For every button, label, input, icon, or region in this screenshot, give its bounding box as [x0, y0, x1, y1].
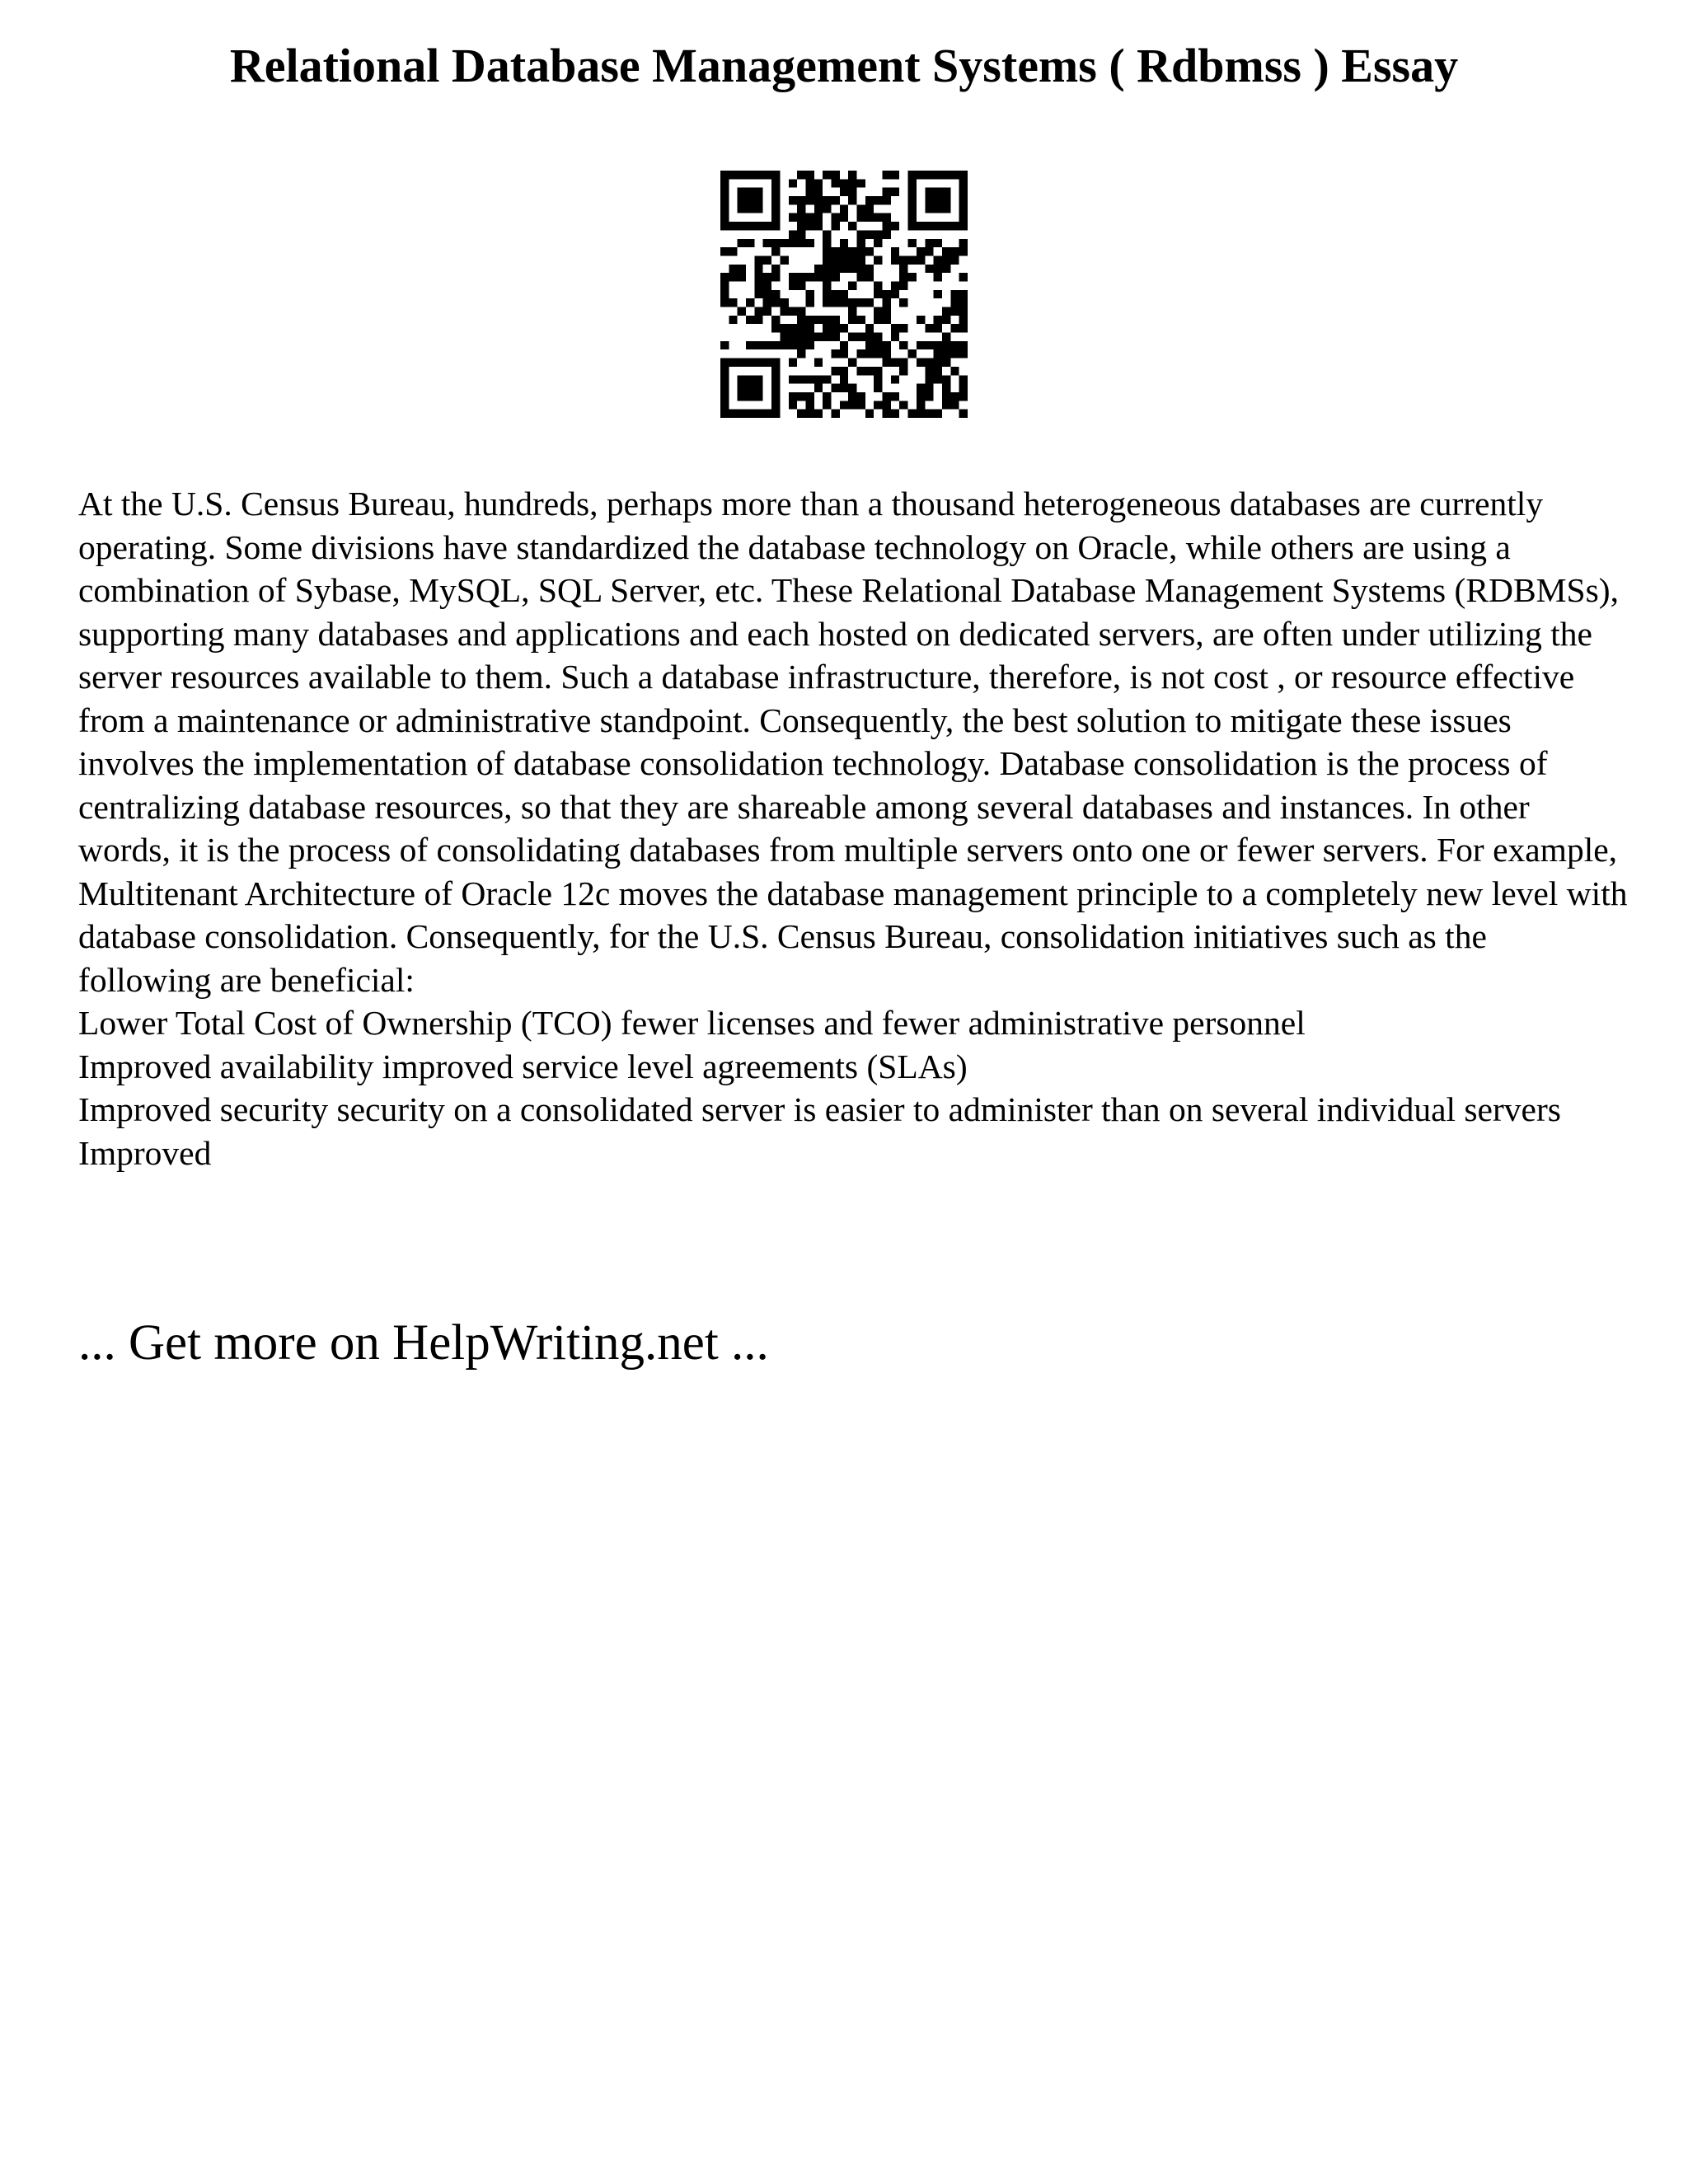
page-title: Relational Database Management Systems ( Rdbmss ) Essay: [229, 39, 1459, 92]
list-item: Improved: [78, 1133, 212, 1172]
list-item: Improved availability improved service level agreements (SLAs): [78, 1047, 968, 1085]
essay-paragraph: At the U.S. Census Bureau, hundreds, perhaps more than a thousand heterogeneous databases are currently operating. Some divisions have standardized the database technology on Oracle, while others are using a combination of Sybase, MySQL, SQL Server, etc. These Relational Database Management Systems (RDBMSs), supporting many databases and applications and each hosted on dedicated servers, are often under utilizing the server resources available to them. Such a database infrastructure, therefore, is not cost , or resource effective from a maintenance or administrative standpoint. Consequently, the best solution to mitigate these issues involves the implementation of database consolidation technology. Database consolidation is the process of centralizing database resources, so that they are shareable among several databases and instances. In other words, it is the process of consolidating databases from multiple servers onto one or fewer servers. For example, Multitenant Architecture of Oracle 12c moves the database management principle to a completely new level with database consolidation. Consequently, for the U.S. Census Bureau, consolidation initiatives such as the following are beneficial:: [78, 485, 1628, 999]
list-item: Lower Total Cost of Ownership (TCO) fewer licenses and fewer administrative personnel: [78, 1004, 1306, 1042]
qr-code-graphic: [720, 171, 968, 418]
qr-code-icon: [720, 171, 968, 418]
get-more-link[interactable]: ... Get more on HelpWriting.net ...: [78, 1315, 769, 1371]
list-item: Improved security security on a consolidated server is easier to administer than on several individual servers: [78, 1090, 1561, 1128]
essay-body: [78, 482, 1628, 1174]
